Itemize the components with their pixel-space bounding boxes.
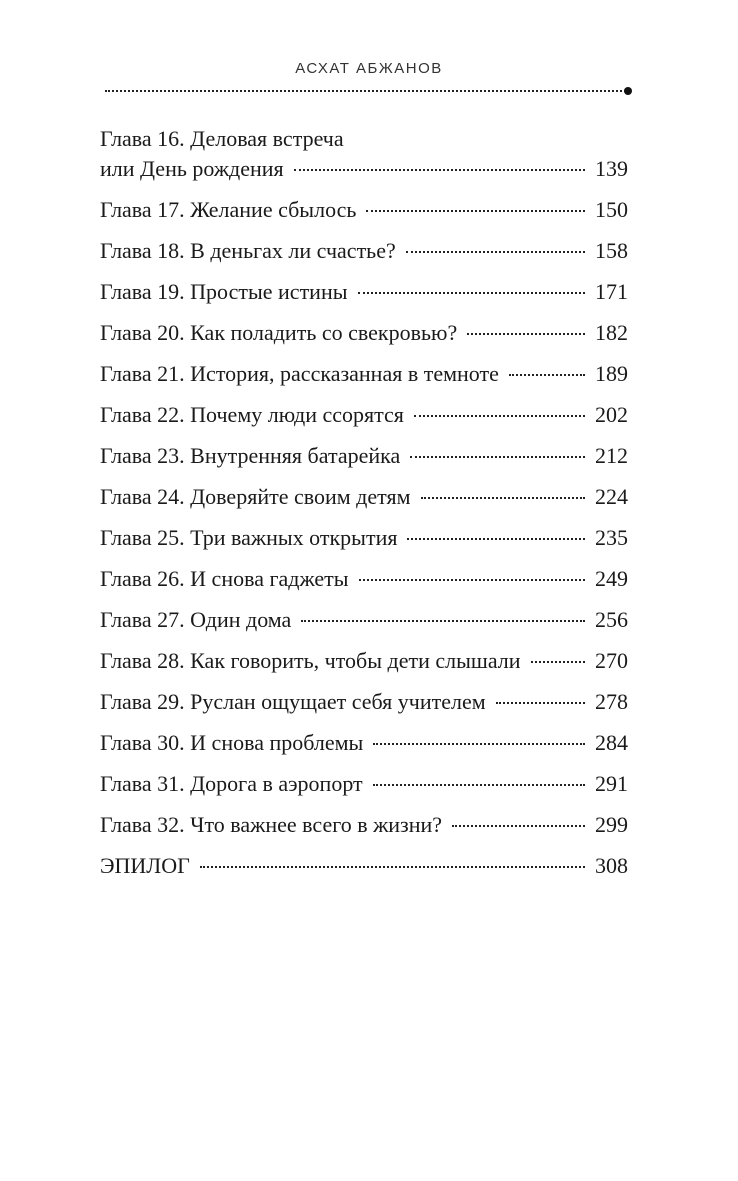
toc-entry-29[interactable]: [100, 687, 628, 717]
dot-leader: [373, 784, 585, 786]
toc-entry-20[interactable]: [100, 318, 628, 348]
toc-entry-page: 235: [595, 525, 628, 550]
dot-leader: [509, 374, 585, 376]
toc-entry-page: 299: [595, 812, 628, 837]
toc-entry-title: Глава 27. Один дома: [100, 607, 292, 632]
toc-entry-title: Глава 23. Внутренняя батарейка: [100, 443, 401, 468]
table-of-contents: [100, 124, 628, 892]
dot-leader: [410, 456, 585, 458]
toc-entry-page: 182: [595, 320, 628, 345]
toc-entry-page: 224: [595, 484, 628, 509]
dot-leader: [421, 497, 586, 499]
toc-entry-page: 278: [595, 689, 628, 714]
toc-entry-title: Глава 31. Дорога в аэропорт: [100, 771, 363, 796]
toc-entry-title: Глава 17. Желание сбылось: [100, 197, 357, 222]
toc-entry-30[interactable]: [100, 728, 628, 758]
toc-entry-title: ЭПИЛОГ: [100, 853, 190, 878]
dot-leader: [414, 415, 585, 417]
toc-entry-page: 139: [595, 156, 628, 181]
header-dotted-rule: [105, 90, 629, 92]
toc-entry-16[interactable]: [100, 124, 628, 184]
toc-entry-title: Глава 24. Доверяйте своим детям: [100, 484, 411, 509]
dot-leader: [359, 579, 585, 581]
dot-leader: [200, 866, 585, 868]
dot-leader: [358, 292, 585, 294]
header-rule-end-dot: [624, 87, 632, 95]
toc-entry-title: Глава 28. Как говорить, чтобы дети слышали: [100, 648, 521, 673]
dot-leader: [294, 169, 585, 171]
toc-entry-page: 158: [595, 238, 628, 263]
toc-entry-18[interactable]: [100, 236, 628, 266]
toc-entry-page: 284: [595, 730, 628, 755]
dot-leader: [366, 210, 585, 212]
toc-entry-title: Глава 26. И снова гаджеты: [100, 566, 349, 591]
toc-entry-title: Глава 21. История, рассказанная в темноте: [100, 361, 499, 386]
toc-entry-page: 150: [595, 197, 628, 222]
dot-leader: [452, 825, 585, 827]
toc-entry-title: Глава 18. В деньгах ли счастье?: [100, 238, 396, 263]
dot-leader: [373, 743, 585, 745]
dot-leader: [406, 251, 585, 253]
toc-entry-page: 249: [595, 566, 628, 591]
toc-entry-21[interactable]: [100, 359, 628, 389]
toc-entry-19[interactable]: [100, 277, 628, 307]
toc-entry-25[interactable]: [100, 523, 628, 553]
toc-entry-page: 291: [595, 771, 628, 796]
toc-entry-page: 171: [595, 279, 628, 304]
toc-entry-page: 270: [595, 648, 628, 673]
toc-entry-page: 189: [595, 361, 628, 386]
toc-entry-page: 202: [595, 402, 628, 427]
toc-entry-epilogue[interactable]: [100, 851, 628, 881]
toc-entry-17[interactable]: [100, 195, 628, 225]
toc-entry-32[interactable]: [100, 810, 628, 840]
toc-entry-title: или День рождения: [100, 156, 284, 181]
toc-entry-title: Глава 20. Как поладить со свекровью?: [100, 320, 458, 345]
toc-entry-title: Глава 25. Три важных открытия: [100, 525, 398, 550]
toc-entry-27[interactable]: [100, 605, 628, 635]
toc-entry-title-line1: Глава 16. Деловая встреча: [100, 126, 344, 151]
toc-entry-title: Глава 32. Что важнее всего в жизни?: [100, 812, 443, 837]
dot-leader: [407, 538, 585, 540]
toc-entry-page: 256: [595, 607, 628, 632]
dot-leader: [467, 333, 585, 335]
toc-entry-page: 212: [595, 443, 628, 468]
toc-entry-title: Глава 29. Руслан ощущает себя учителем: [100, 689, 486, 714]
dot-leader: [496, 702, 585, 704]
toc-entry-title: Глава 22. Почему люди ссорятся: [100, 402, 404, 427]
toc-entry-page: 308: [595, 853, 628, 878]
toc-entry-title: Глава 30. И снова проблемы: [100, 730, 364, 755]
toc-entry-22[interactable]: [100, 400, 628, 430]
toc-entry-31[interactable]: [100, 769, 628, 799]
toc-entry-26[interactable]: [100, 564, 628, 594]
running-header: АСХАТ АБЖАНОВ: [295, 60, 443, 77]
toc-entry-28[interactable]: [100, 646, 628, 676]
toc-entry-23[interactable]: [100, 441, 628, 471]
toc-entry-title: Глава 19. Простые истины: [100, 279, 348, 304]
dot-leader: [531, 661, 585, 663]
dot-leader: [301, 620, 585, 622]
toc-entry-24[interactable]: [100, 482, 628, 512]
